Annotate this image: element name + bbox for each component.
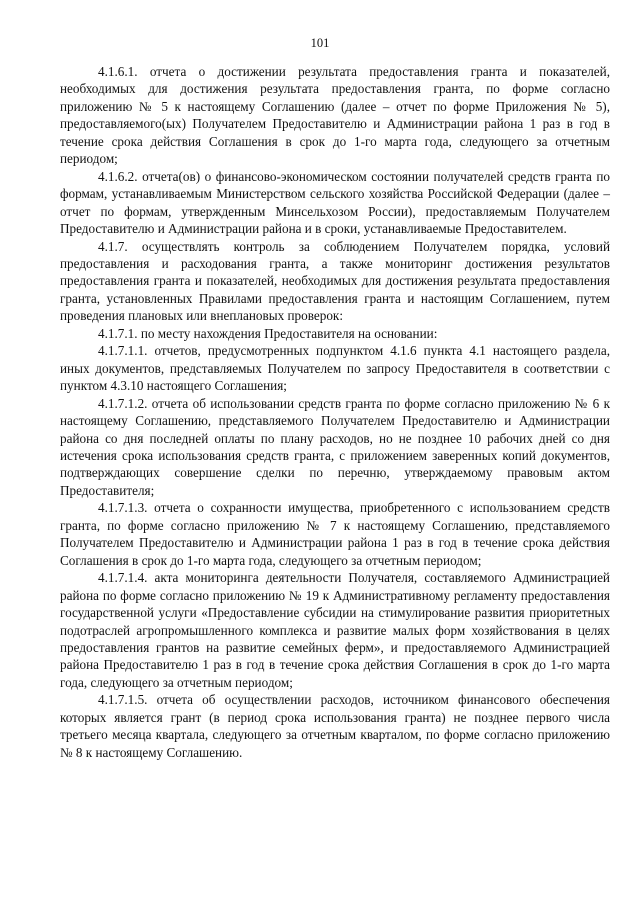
- paragraph-4-1-7-1-1: 4.1.7.1.1. отчетов, предусмотренных подпунктом 4.1.6 пункта 4.1 настоящего раздела, иных документов, представляемых Получателем по запросу Предоставителя в соответствии с пунктом 4.3.10 настоящего Соглашения;: [60, 343, 610, 394]
- page-number: 101: [310, 36, 330, 50]
- paragraph-4-1-6-2: 4.1.6.2. отчета(ов) о финансово-экономическом состоянии получателей средств гранта по формам, устанавливаемым Министерством сельского хозяйства Российской Федерации (далее – отчет по формам, утвержденным Минсельхозом России), предоставляемым Получателем Предоставителю и Администрации района и в сроки, устанавливаемые Предоставителем.: [60, 168, 610, 237]
- document-body: [60, 63, 610, 761]
- paragraph-4-1-7-1-2: 4.1.7.1.2. отчета об использовании средств гранта по форме согласно приложению № 6 к настоящему Соглашению, представляемого Получателем Предоставителю и Администрации района со дня последней оплаты по плану расходов, но не позднее 10 рабочих дней со дня истечения срока использования средств гранта, с приложением заверенных копий документов, подтверждающих совершение сделки по перечню, утверждаемому правовым актом Предоставителя;: [60, 395, 610, 498]
- paragraph-4-1-7-1-3: 4.1.7.1.3. отчета о сохранности имущества, приобретенного с использованием средств гранта, по форме согласно приложению № 7 к настоящему Соглашению, представляемого Получателем Предоставителю и Администрации района 1 раз в год в течение срока действия Соглашения в срок до 1-го марта года, следующего за отчетным периодом;: [60, 500, 610, 568]
- paragraph-4-1-7-1-4: 4.1.7.1.4. акта мониторинга деятельности Получателя, составляемого Администрацией района по форме согласно приложению № 19 к Административному регламенту предоставления государственной услуги «Предоставление субсидии на стимулирование развития приоритетных подотраслей агропромышленного комплекса и развитие малых форм хозяйствования в целях предоставления грантов на развитие семейных ферм», и предоставляемого Администрацией района Предоставителю 1 раз в год в течение срока действия Соглашения в срок до 1-го марта года, следующего за отчетным периодом;: [60, 570, 610, 690]
- paragraph-4-1-7-1: 4.1.7.1. по месту нахождения Предоставителя на основании:: [98, 325, 438, 341]
- paragraph-4-1-7: 4.1.7. осуществлять контроль за соблюдением Получателем порядка, условий предоставления и расходования гранта, а также мониторинг достижения результатов предоставления гранта и показателей, необходимых для достижения результата предоставления гранта, установленных Правилами предоставления гранта и настоящим Соглашением, путем проведения плановых или внеплановых проверок:: [60, 238, 610, 324]
- paragraph-4-1-7-1-5: 4.1.7.1.5. отчета об осуществлении расходов, источником финансового обеспечения которых является грант (в период срока использования гранта) не позднее первого числа третьего месяца квартала, следующего за отчетным кварталом, по форме согласно приложению № 8 к настоящему Соглашению.: [60, 692, 610, 760]
- paragraph-4-1-6-1: 4.1.6.1. отчета о достижении результата предоставления гранта и показателей, необходимых для достижения результата предоставления гранта, по форме согласно приложению № 5 к настоящему Соглашению (далее – отчет по форме Приложения № 5), предоставляемого(ых) Получателем Предоставителю и Администрации района 1 раз в год в течение срока действия Соглашения в срок до 1-го марта года, следующего за отчетным периодом;: [60, 64, 610, 167]
